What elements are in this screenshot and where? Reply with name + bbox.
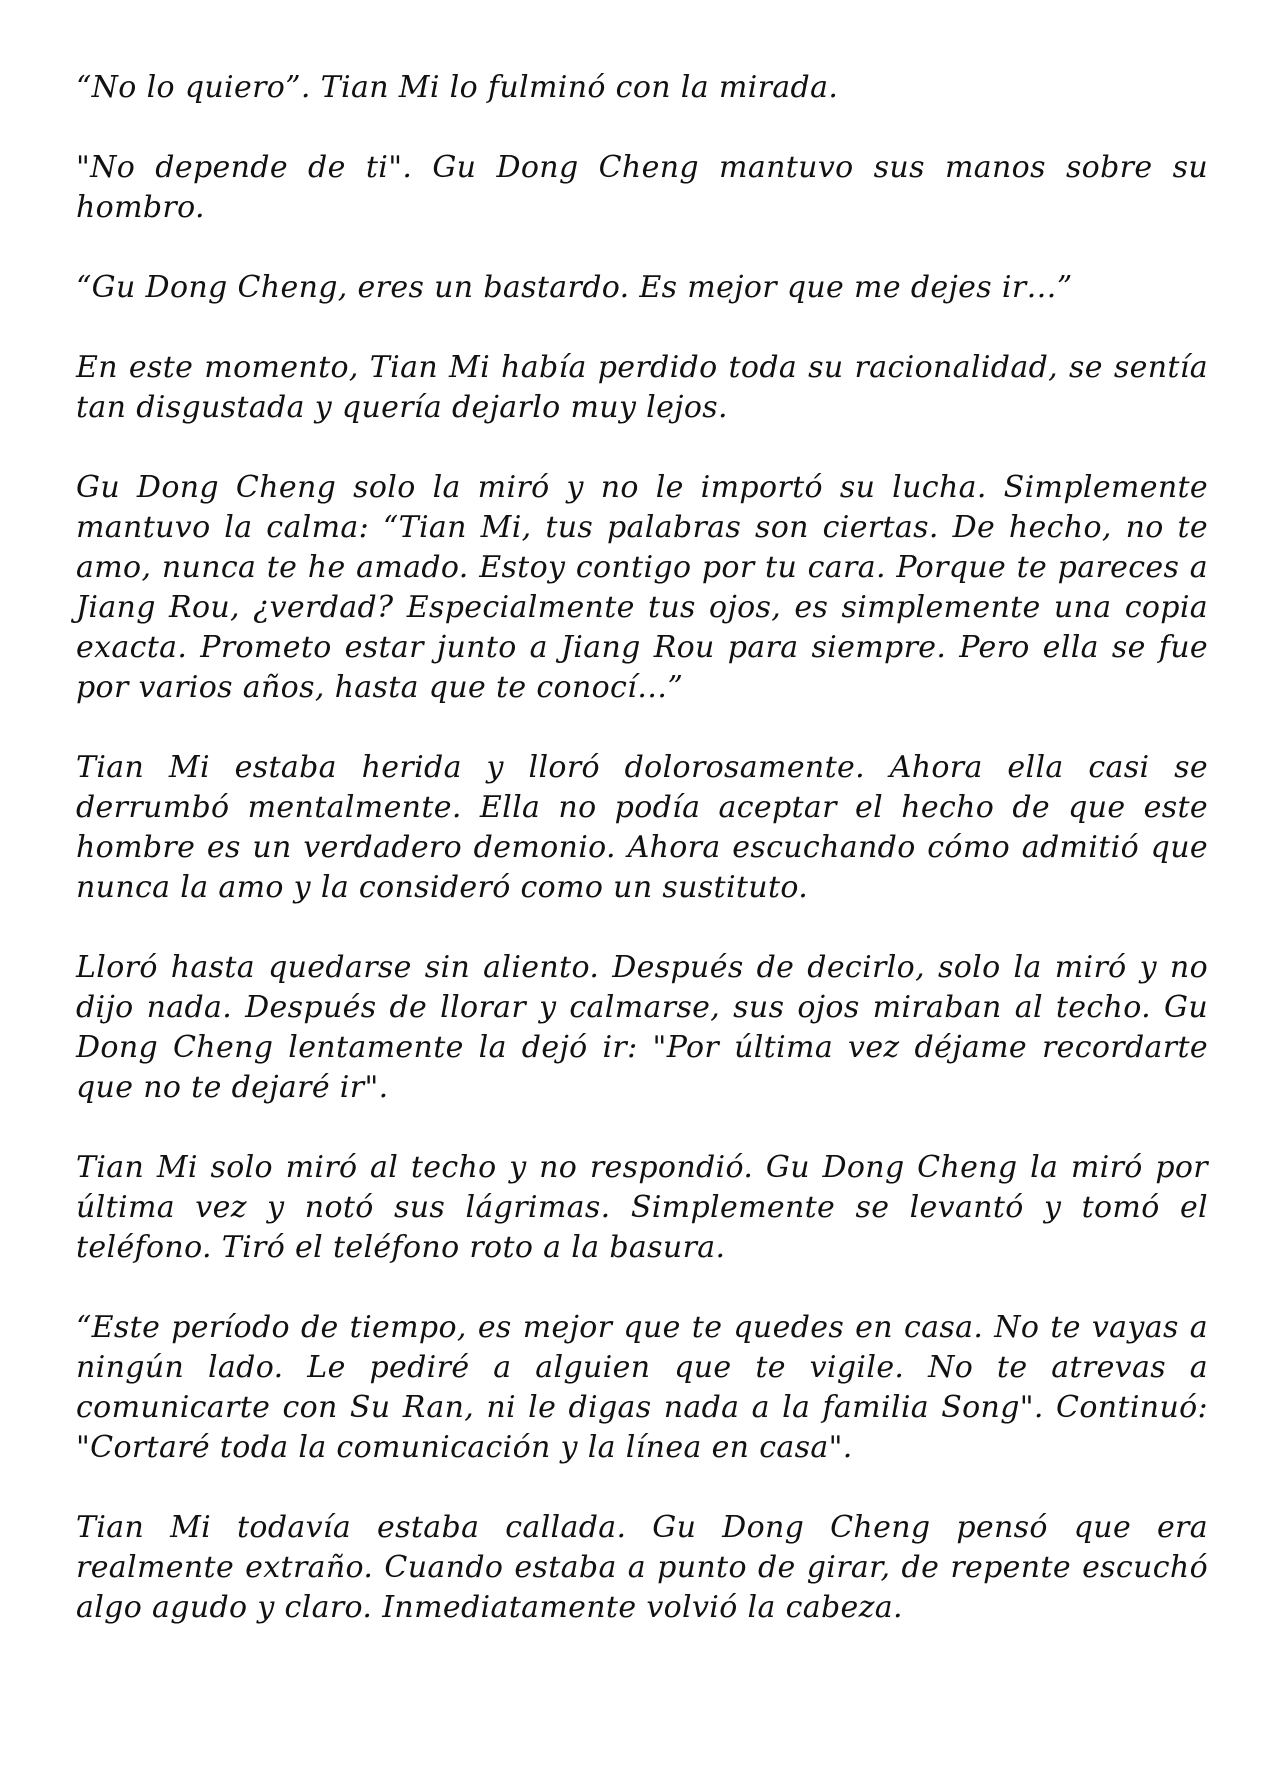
paragraph-2: "No depende de ti". Gu Dong Cheng mantuvo sus manos sobre su hombro. <box>76 150 1208 225</box>
document-page <box>76 68 1208 1628</box>
paragraph-4: En este momento, Tian Mi había perdido toda su racionalidad, se sentía tan disgustada y quería dejarlo muy lejos. <box>76 350 1208 425</box>
paragraph-6: Tian Mi estaba herida y lloró dolorosamente. Ahora ella casi se derrumbó mentalmente. Ella no podía aceptar el hecho de que este hombre es un verdadero demonio. Ahora escuchando cómo admitió que nunca la amo y la consideró como un sustituto. <box>76 750 1208 905</box>
paragraph-9: “Este período de tiempo, es mejor que te quedes en casa. No te vayas a ningún lado. Le pediré a alguien que te vigile. No te atrevas a comunicarte con Su Ran, ni le digas nada a la familia Song". Continuó: "Cortaré toda la comunicación y la línea en casa". <box>76 1310 1208 1465</box>
paragraph-7: Lloró hasta quedarse sin aliento. Después de decirlo, solo la miró y no dijo nada. Después de llorar y calmarse, sus ojos miraban al techo. Gu Dong Cheng lentamente la dejó ir: "Por última vez déjame recordarte que no te dejaré ir". <box>76 950 1208 1105</box>
paragraph-3: “Gu Dong Cheng, eres un bastardo. Es mejor que me dejes ir…” <box>76 270 1073 305</box>
paragraph-1: “No lo quiero”. Tian Mi lo fulminó con la mirada. <box>76 70 839 105</box>
paragraph-8: Tian Mi solo miró al techo y no respondió. Gu Dong Cheng la miró por última vez y notó sus lágrimas. Simplemente se levantó y tomó el teléfono. Tiró el teléfono roto a la basura. <box>76 1150 1208 1265</box>
paragraph-10: Tian Mi todavía estaba callada. Gu Dong Cheng pensó que era realmente extraño. Cuando estaba a punto de girar, de repente escuchó algo agudo y claro. Inmediatamente volvió la cabeza. <box>76 1510 1208 1625</box>
paragraph-5: Gu Dong Cheng solo la miró y no le importó su lucha. Simplemente mantuvo la calma: “Tian Mi, tus palabras son ciertas. De hecho, no te amo, nunca te he amado. Estoy contigo por tu cara. Porque te pareces a Jiang Rou, ¿verdad? Especialmente tus ojos, es simplemente una copia exacta. Prometo estar junto a Jiang Rou para siempre. Pero ella se fue por varios años, hasta que te conocí…” <box>76 470 1208 705</box>
